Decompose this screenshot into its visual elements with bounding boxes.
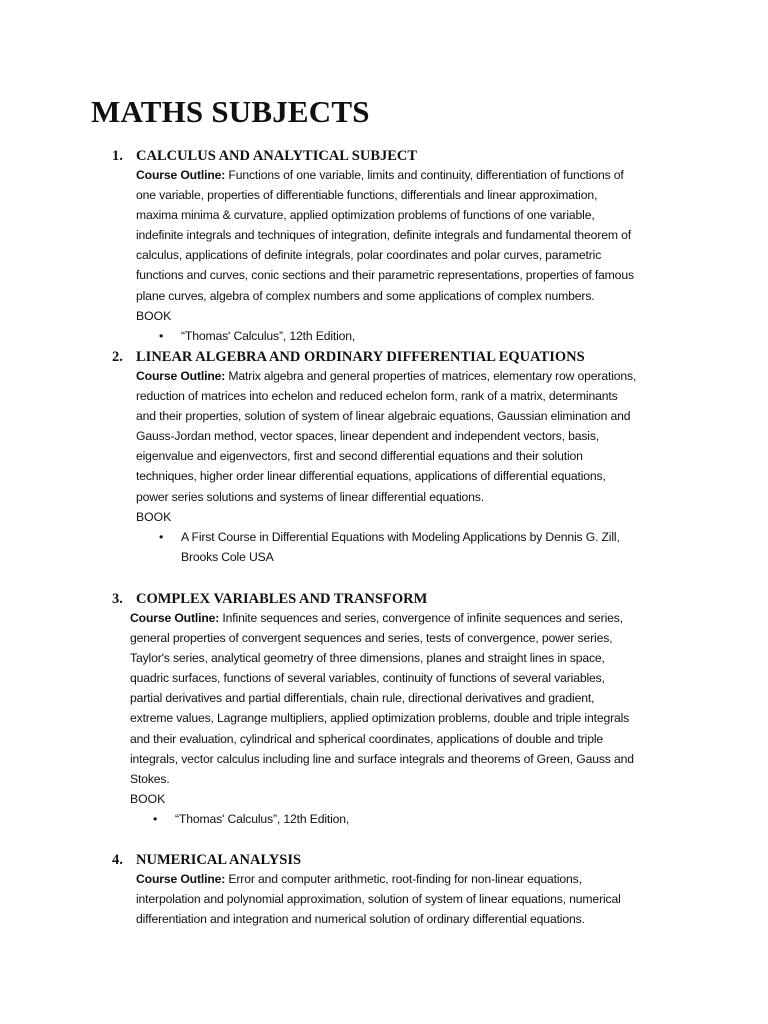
course-outline-label: Course Outline:: [136, 872, 226, 886]
course-outline-label: Course Outline:: [136, 369, 226, 383]
outline-line: interpolation and polynomial approximation, solution of system of linear equations, numerical: [136, 892, 621, 907]
course-outline: [136, 165, 684, 306]
outline-line: and their properties, solution of system of linear algebraic equations, Gaussian elimination and: [136, 409, 631, 424]
section-body: [136, 165, 684, 346]
outline-line: integrals, vector calculus including line and surface integrals and theorems of Green, Gauss and: [130, 751, 634, 766]
bullet-icon: •: [159, 328, 164, 343]
outline-line: and their evaluation, cylindrical and spherical coordinates, applications of double and triple: [130, 731, 604, 746]
page-title: MATHS SUBJECTS: [91, 94, 370, 129]
outline-line: partial derivatives and partial differentials, chain rule, directional derivatives and gradient,: [130, 691, 595, 706]
outline-line: extreme values, Lagrange multipliers, applied optimization problems, double and triple integrals: [130, 711, 630, 726]
outline-line: Error and computer arithmetic, root-finding for non-linear equations,: [228, 872, 582, 886]
course-outline-label: Course Outline:: [130, 611, 220, 625]
course-outline: [136, 366, 684, 507]
outline-line: Gauss-Jordan method, vector spaces, linear dependent and independent vectors, basis,: [136, 429, 600, 444]
outline-line: general properties of convergent sequences and series, tests of convergence, power series,: [130, 631, 613, 646]
course-outline: [130, 608, 684, 789]
section-title: NUMERICAL ANALYSIS: [136, 852, 302, 868]
book-list: [130, 809, 684, 829]
book-title-line: “Thomas' Calculus”, 12th Edition,: [181, 328, 356, 343]
course-outline-label: Course Outline:: [136, 168, 226, 182]
outline-line: one variable, properties of differentiable functions, differentials and linear approximation,: [136, 188, 598, 203]
outline-line: Matrix algebra and general properties of matrices, elementary row operations,: [228, 369, 637, 383]
section-number: 2.: [112, 349, 123, 365]
outline-line: calculus, applications of definite integrals, polar coordinates and polar curves, parametric: [136, 248, 602, 263]
section-number: 3.: [112, 591, 123, 607]
outline-line: indefinite integrals and techniques of integration, definite integrals and fundamental theorem of: [136, 228, 631, 243]
outline-line: plane curves, algebra of complex numbers and some applications of complex numbers.: [136, 288, 595, 303]
section-body: [136, 366, 684, 567]
bullet-icon: •: [153, 811, 158, 826]
book-label: BOOK: [136, 509, 172, 524]
book-label: BOOK: [136, 308, 172, 323]
outline-line: power series solutions and systems of linear differential equations.: [136, 489, 484, 504]
section-number: 1.: [112, 148, 123, 164]
book-list: [136, 527, 684, 567]
outline-line: reduction of matrices into echelon and reduced echelon form, rank of a matrix, determinants: [136, 389, 618, 404]
book-label: BOOK: [130, 791, 166, 806]
outline-line: maxima minima & curvature, applied optimization problems of functions of one variable,: [136, 208, 595, 223]
book-title-line: “Thomas' Calculus”, 12th Edition,: [175, 811, 350, 826]
outline-line: functions and curves, conic sections and their parametric representations, properties of famous: [136, 268, 634, 283]
outline-line: quadric surfaces, functions of several variables, continuity of functions of several variables,: [130, 671, 605, 686]
book-list: [136, 326, 684, 346]
book-title-line: A First Course in Differential Equations with Modeling Applications by Dennis G. Zill,: [181, 529, 620, 544]
outline-line: Infinite sequences and series, convergence of infinite sequences and series,: [222, 611, 623, 625]
outline-line: Functions of one variable, limits and continuity, differentiation of functions of: [228, 168, 624, 182]
outline-line: techniques, higher order linear differential equations, applications of differential equations,: [136, 469, 606, 484]
course-outline: [136, 869, 684, 929]
book-title-line: Brooks Cole USA: [181, 549, 274, 564]
section-number: 4.: [112, 852, 123, 868]
outline-line: Taylor's series, analytical geometry of three dimensions, planes and straight lines in space,: [130, 651, 605, 666]
outline-line: Stokes.: [130, 771, 170, 786]
section-body: [130, 608, 684, 829]
book-item: [136, 326, 684, 346]
book-item: [130, 809, 684, 829]
section-title: COMPLEX VARIABLES AND TRANSFORM: [136, 591, 428, 607]
section-title: CALCULUS AND ANALYTICAL SUBJECT: [136, 148, 418, 164]
section-title: LINEAR ALGEBRA AND ORDINARY DIFFERENTIAL EQUATIONS: [136, 349, 585, 365]
outline-line: eigenvalue and eigenvectors, first and second differential equations and their solution: [136, 449, 583, 464]
bullet-icon: •: [159, 529, 164, 544]
outline-line: differentiation and integration and numerical solution of ordinary differential equations.: [136, 912, 585, 927]
section-body: [136, 869, 684, 929]
book-item: [136, 527, 684, 567]
